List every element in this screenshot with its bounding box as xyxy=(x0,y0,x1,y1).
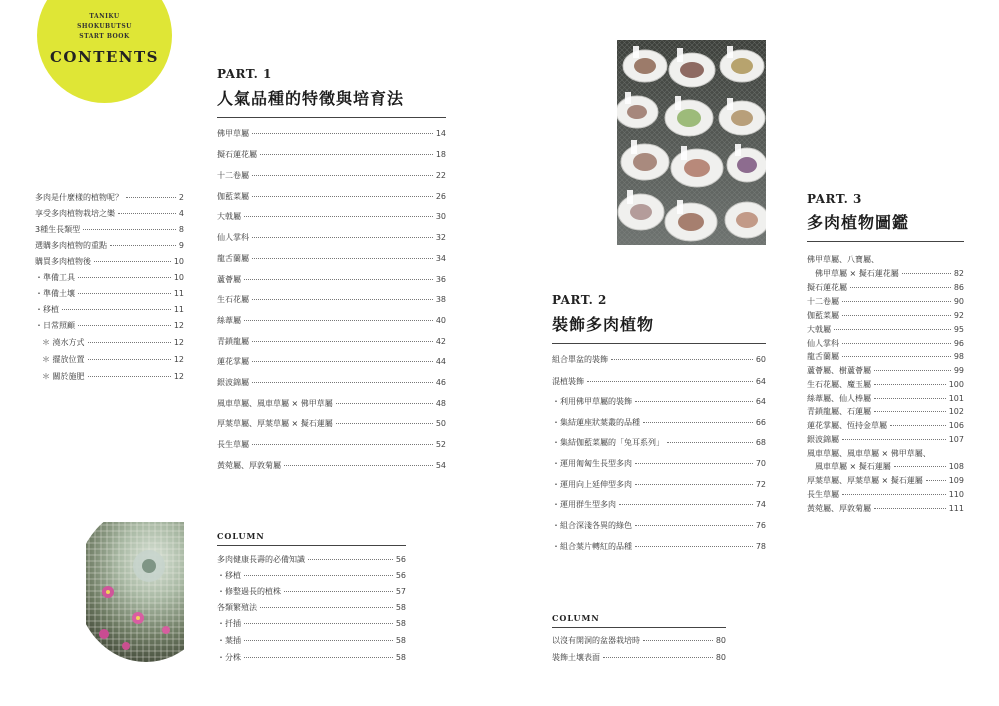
toc-entry[interactable]: ・組合葉片轉紅的品種 78 xyxy=(552,542,766,551)
toc-entry[interactable]: 伽藍菜屬 26 xyxy=(217,192,446,201)
part1-title: 人氣品種的特徵與培育法 xyxy=(217,89,405,108)
toc-entry[interactable]: 銀波錦屬 46 xyxy=(217,378,446,387)
toc-entry[interactable]: 仙人掌科 96 xyxy=(807,339,964,348)
part1-column-label: COLUMN xyxy=(217,531,265,541)
toc-entry[interactable]: 龍舌蘭屬 98 xyxy=(807,352,964,361)
toc-entry[interactable]: 黃菀屬、厚敦菊屬 54 xyxy=(217,461,446,470)
toc-entry[interactable]: 佛甲草屬 14 xyxy=(217,129,446,138)
part2-rule xyxy=(552,343,766,344)
part3-label: PART. 3 xyxy=(807,192,862,206)
contents-title: CONTENTS xyxy=(49,48,160,66)
part1-label: PART. 1 xyxy=(217,67,272,81)
toc-entry[interactable]: ・準備土壤 11 xyxy=(35,289,184,298)
toc-entry[interactable]: ・準備工具 10 xyxy=(35,273,184,282)
toc-entry[interactable]: 十二卷屬 22 xyxy=(217,171,446,180)
toc-entry[interactable]: 銀波錦屬 107 xyxy=(807,435,964,444)
toc-entry[interactable]: 龍舌蘭屬 34 xyxy=(217,254,446,263)
toc-entry[interactable]: 青鎖龍屬、石蓮屬 102 xyxy=(807,407,964,416)
badge-line-1: TANIKU xyxy=(89,13,120,20)
toc-entry[interactable]: ・移植 56 xyxy=(217,571,406,580)
badge-line-2: SHOKUBUTSU xyxy=(77,23,132,30)
toc-entry[interactable]: 絲葦屬、仙人棒屬 101 xyxy=(807,394,964,403)
part3-rule xyxy=(807,241,964,242)
toc-entry[interactable]: 大戟屬 30 xyxy=(217,212,446,221)
toc-entry[interactable]: 選購多肉植物的重點 9 xyxy=(35,241,184,250)
toc-entry[interactable]: 混植裝飾 64 xyxy=(552,377,766,386)
toc-entry[interactable]: 多肉是什麼樣的植物呢？ 2 xyxy=(35,193,184,202)
toc-entry[interactable]: 佛甲草屬 × 擬石蓮花屬 82 xyxy=(815,269,964,278)
toc-entry[interactable]: 多肉健康長壽的必備知識 56 xyxy=(217,555,406,564)
toc-entry[interactable]: ＊ 澆水方式 12 xyxy=(42,338,184,347)
toc-entry[interactable]: 裝飾土壤表面 80 xyxy=(552,653,726,662)
contents-badge xyxy=(37,0,172,103)
toc-entry[interactable]: ・利用佛甲草屬的裝飾 64 xyxy=(552,397,766,406)
toc-entry-line[interactable]: 佛甲草屬、八寶屬、 xyxy=(807,255,879,264)
toc-entry[interactable]: 各類繁殖法 58 xyxy=(217,603,406,612)
toc-entry[interactable]: ＊ 擺放位置 12 xyxy=(42,355,184,364)
toc-entry[interactable]: 長生草屬 52 xyxy=(217,440,446,449)
toc-entry[interactable]: ・集結伽藍菜屬的「兔耳系列」 68 xyxy=(552,438,766,447)
part2-column-label: COLUMN xyxy=(552,613,600,623)
toc-entry[interactable]: ・組合深淺各異的綠色 76 xyxy=(552,521,766,530)
toc-entry[interactable]: 蘆薈屬 36 xyxy=(217,275,446,284)
toc-entry[interactable]: 蓮花掌屬、恆持金草屬 106 xyxy=(807,421,964,430)
cactus-photo xyxy=(86,522,184,662)
toc-entry[interactable]: 組合單盆的裝飾 60 xyxy=(552,355,766,364)
part1-column-rule xyxy=(217,545,406,546)
toc-entry[interactable]: 擬石蓮花屬 18 xyxy=(217,150,446,159)
toc-entry[interactable]: ・移植 11 xyxy=(35,305,184,314)
toc-entry[interactable]: 大戟屬 95 xyxy=(807,325,964,334)
part2-title: 裝飾多肉植物 xyxy=(552,315,655,334)
part2-label: PART. 2 xyxy=(552,293,607,307)
toc-entry[interactable]: 仙人掌科 32 xyxy=(217,233,446,242)
toc-entry[interactable]: 購買多肉植物後 10 xyxy=(35,257,184,266)
badge-line-3: START BOOK xyxy=(79,33,130,40)
toc-entry[interactable]: ・分株 58 xyxy=(217,653,406,662)
part3-title: 多肉植物圖鑑 xyxy=(807,213,910,232)
toc-entry[interactable]: 3種生長類型 8 xyxy=(35,225,184,234)
toc-entry[interactable]: ＊ 關於施肥 12 xyxy=(42,372,184,381)
toc-entry[interactable]: ・修整過長的植株 57 xyxy=(217,587,406,596)
toc-entry[interactable]: ・日常照顧 12 xyxy=(35,321,184,330)
toc-entry[interactable]: 厚葉草屬、厚葉草屬 × 擬石蓮屬 109 xyxy=(807,476,964,485)
toc-entry[interactable]: 青鎖龍屬 42 xyxy=(217,337,446,346)
toc-entry[interactable]: ・運用匍匐生長型多肉 70 xyxy=(552,459,766,468)
toc-entry[interactable]: ・運用向上延伸型多肉 72 xyxy=(552,480,766,489)
toc-entry[interactable]: 享受多肉植物栽培之樂 4 xyxy=(35,209,184,218)
part1-rule xyxy=(217,117,446,118)
toc-entry-line[interactable]: 風車草屬、風車草屬 × 佛甲草屬、 xyxy=(807,449,931,458)
toc-entry[interactable]: 十二卷屬 90 xyxy=(807,297,964,306)
toc-entry[interactable]: 風車草屬、風車草屬 × 佛甲草屬 48 xyxy=(217,399,446,408)
toc-entry[interactable]: 擬石蓮花屬 86 xyxy=(807,283,964,292)
toc-entry[interactable]: 風車草屬 × 擬石蓮屬 108 xyxy=(815,462,964,471)
toc-entry[interactable]: 蓮花掌屬 44 xyxy=(217,357,446,366)
toc-entry[interactable]: 長生草屬 110 xyxy=(807,490,964,499)
toc-entry[interactable]: 絲葦屬 40 xyxy=(217,316,446,325)
toc-entry[interactable]: 蘆薈屬、樹蘆薈屬 99 xyxy=(807,366,964,375)
toc-entry[interactable]: 以沒有開洞的盆器栽培時 80 xyxy=(552,636,726,645)
toc-entry[interactable]: ・扦插 58 xyxy=(217,619,406,628)
toc-entry[interactable]: ・運用群生型多肉 74 xyxy=(552,500,766,509)
succulent-pots-photo xyxy=(617,40,766,245)
toc-entry[interactable]: 生石花屬 38 xyxy=(217,295,446,304)
part2-column-rule xyxy=(552,627,726,628)
toc-entry[interactable]: ・葉插 58 xyxy=(217,636,406,645)
toc-entry[interactable]: ・集結蓮座狀葉叢的品種 66 xyxy=(552,418,766,427)
toc-entry[interactable]: 黃菀屬、厚敦菊屬 111 xyxy=(807,504,964,513)
toc-entry[interactable]: 厚葉草屬、厚葉草屬 × 擬石蓮屬 50 xyxy=(217,419,446,428)
toc-entry[interactable]: 生石花屬、魔玉屬 100 xyxy=(807,380,964,389)
toc-entry[interactable]: 伽藍菜屬 92 xyxy=(807,311,964,320)
